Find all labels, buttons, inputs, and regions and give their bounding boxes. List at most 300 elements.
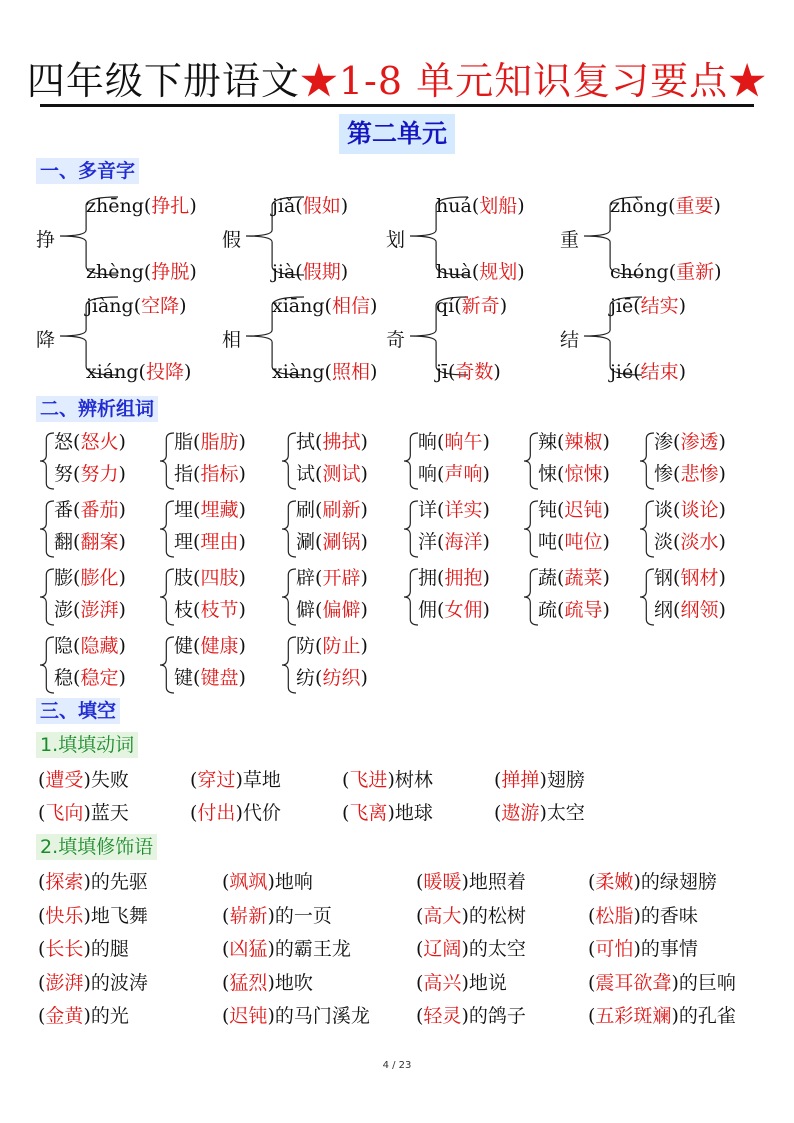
paren-open: (	[673, 567, 681, 589]
paren-close: )	[360, 463, 368, 485]
paren-close: )	[678, 295, 687, 317]
paren-open: (	[193, 431, 201, 453]
polyphone-char: 奇	[386, 329, 406, 351]
title-part-b: 1-8 单元知识复习要点	[338, 59, 729, 103]
paren-open: (	[143, 261, 152, 283]
reading-top	[272, 292, 377, 320]
pair-char: 响	[418, 463, 438, 485]
paren-open: (	[557, 463, 565, 485]
paren-open: (	[73, 567, 81, 589]
pair-line	[174, 460, 246, 488]
paren-close: )	[718, 499, 726, 521]
pair-line	[54, 632, 126, 660]
pair-line	[54, 596, 126, 624]
polyphone-char: 结	[560, 329, 580, 351]
paren-open: (	[494, 802, 502, 824]
pair-line	[174, 664, 246, 692]
pair-char: 理	[174, 531, 194, 553]
paren-open: (	[437, 567, 445, 589]
paren-close: )	[714, 261, 722, 283]
modifier-phrase	[588, 868, 717, 896]
paren-close: )	[238, 531, 246, 553]
pair-char: 淡	[654, 531, 674, 553]
pair-word: 翻案	[80, 531, 119, 553]
paren-open: (	[454, 295, 462, 317]
pair-line	[418, 596, 490, 624]
modifier-noun: 的腿	[90, 938, 129, 960]
pair-word: 蔬菜	[564, 567, 603, 589]
paren-open: (	[190, 769, 198, 791]
pair-char: 纺	[296, 667, 316, 689]
paren-open: (	[193, 599, 201, 621]
modifier-noun: 的一页	[274, 904, 332, 927]
paren-close: )	[360, 567, 368, 589]
polyphone-char: 划	[386, 229, 406, 251]
pair-char: 澎	[54, 599, 74, 621]
verb-phrase	[190, 766, 281, 794]
paren-open: (	[447, 361, 456, 383]
modifier-phrase	[222, 868, 313, 896]
brace-icon	[282, 500, 296, 558]
modifier-phrase	[38, 1002, 129, 1030]
paren-open: (	[73, 499, 81, 521]
modifier-answer: 柔嫩	[595, 871, 634, 893]
pair-char: 详	[418, 499, 438, 521]
paren-close: )	[238, 431, 246, 453]
paren-close: )	[183, 361, 192, 383]
pair-char: 肢	[174, 567, 194, 589]
paren-close: )	[267, 971, 275, 994]
pinyin: jié	[610, 361, 634, 383]
paren-close: )	[678, 361, 687, 383]
paren-open: (	[222, 971, 230, 994]
pair-word: 开辟	[322, 567, 361, 589]
modifier-answer: 高兴	[423, 971, 462, 994]
pair-line	[296, 632, 368, 660]
polyphone-char: 相	[222, 329, 242, 351]
page-title	[0, 58, 794, 104]
paren-open: (	[190, 802, 198, 824]
paren-close: )	[718, 599, 726, 621]
paren-close: )	[238, 499, 246, 521]
pair-char: 辣	[538, 431, 558, 453]
pair-char: 防	[296, 635, 316, 657]
paren-open: (	[471, 261, 480, 283]
paren-close: )	[267, 1005, 275, 1027]
pair-line	[54, 564, 126, 592]
pair-word: 指标	[200, 463, 239, 485]
modifier-noun: 的霸王龙	[274, 938, 351, 960]
pair-line	[418, 460, 490, 488]
pair-line	[296, 428, 368, 456]
word: 重新	[676, 261, 715, 283]
paren-close: )	[713, 195, 721, 217]
paren-open: (	[673, 463, 681, 485]
modifier-noun: 的先驱	[90, 871, 148, 893]
paren-close: )	[118, 431, 126, 453]
pair-line	[174, 596, 246, 624]
modifier-noun: 的鸽子	[468, 1005, 526, 1027]
pair-word: 防止	[322, 635, 361, 657]
paren-close: )	[602, 499, 610, 521]
pair-char: 佣	[418, 599, 438, 621]
brace-icon	[404, 568, 418, 626]
pair-line	[296, 496, 368, 524]
paren-close: )	[360, 431, 368, 453]
paren-close: )	[539, 769, 547, 791]
word: 新奇	[461, 295, 500, 317]
paren-open: (	[633, 361, 641, 383]
pair-word: 枝节	[200, 599, 239, 621]
pair-line	[174, 428, 246, 456]
paren-open: (	[437, 431, 445, 453]
pair-line	[538, 528, 610, 556]
pair-char: 吨	[538, 531, 558, 553]
paren-close: )	[83, 971, 91, 994]
verb-object: 代价	[242, 802, 281, 824]
modifier-answer: 迟钝	[229, 1005, 268, 1027]
verb-answer: 遭受	[45, 769, 84, 791]
pair-char: 膨	[54, 567, 74, 589]
pair-word: 辣椒	[564, 431, 603, 453]
paren-close: )	[718, 431, 726, 453]
modifier-phrase	[416, 969, 507, 997]
modifier-answer: 震耳欲聋	[595, 971, 672, 994]
pair-word: 淡水	[680, 531, 719, 553]
pair-char: 试	[296, 463, 316, 485]
modifier-noun: 的光	[90, 1005, 129, 1027]
verb-phrase	[494, 799, 585, 827]
modifier-phrase	[222, 1002, 370, 1030]
pair-char: 纲	[654, 599, 674, 621]
modifier-answer: 可怕	[595, 938, 634, 960]
paren-close: )	[461, 871, 469, 893]
paren-open: (	[315, 667, 323, 689]
paren-open: (	[416, 904, 424, 927]
paren-close: )	[517, 261, 525, 283]
paren-close: )	[718, 463, 726, 485]
modifier-noun: 的孔雀	[678, 1005, 736, 1027]
pair-char: 刷	[296, 499, 316, 521]
pair-word: 偏僻	[322, 599, 361, 621]
pinyin: jià	[272, 261, 296, 283]
pinyin: huà	[436, 261, 472, 283]
pair-line	[654, 428, 726, 456]
verb-phrase	[190, 799, 281, 827]
paren-close: )	[461, 938, 469, 960]
pair-char: 埋	[174, 499, 194, 521]
pair-char: 钢	[654, 567, 674, 589]
verb-phrase	[38, 799, 129, 827]
pair-char: 僻	[296, 599, 316, 621]
brace-icon	[524, 568, 538, 626]
paren-close: )	[235, 802, 243, 824]
word: 重要	[675, 195, 714, 217]
pair-char: 指	[174, 463, 194, 485]
paren-open: (	[193, 463, 201, 485]
paren-close: )	[369, 295, 378, 317]
pair-char: 枝	[174, 599, 194, 621]
paren-open: (	[437, 499, 445, 521]
paren-open: (	[588, 904, 596, 927]
paren-close: )	[340, 195, 349, 217]
pair-line	[174, 564, 246, 592]
modifier-answer: 澎湃	[45, 971, 84, 994]
modifier-noun: 的太空	[468, 938, 526, 960]
modifier-phrase	[588, 935, 698, 963]
paren-close: )	[83, 871, 91, 893]
verb-answer: 飞向	[45, 802, 84, 824]
paren-open: (	[588, 971, 596, 994]
verb-answer: 飞进	[349, 769, 388, 791]
paren-close: )	[118, 667, 126, 689]
paren-close: )	[360, 531, 368, 553]
paren-open: (	[38, 971, 46, 994]
pair-char: 脂	[174, 431, 194, 453]
pair-word: 刷新	[322, 499, 361, 521]
pair-char: 谈	[654, 499, 674, 521]
brace-icon	[640, 432, 654, 490]
polyphone-char: 重	[560, 229, 580, 251]
verb-object: 翅膀	[546, 769, 585, 791]
modifier-noun: 的波涛	[90, 971, 148, 994]
paren-open: (	[588, 938, 596, 960]
pair-line	[174, 632, 246, 660]
paren-close: )	[387, 769, 395, 791]
polyphone-char: 挣	[36, 229, 56, 251]
paren-open: (	[324, 361, 332, 383]
brace-icon	[160, 568, 174, 626]
modifier-answer: 飒飒	[229, 871, 268, 893]
verb-object: 草地	[242, 769, 281, 791]
paren-open: (	[38, 802, 46, 824]
pair-word: 隐藏	[80, 635, 119, 657]
pair-word: 膨化	[80, 567, 119, 589]
pair-char: 稳	[54, 667, 74, 689]
modifier-phrase	[222, 935, 351, 963]
pair-line	[296, 564, 368, 592]
brace-icon	[640, 568, 654, 626]
pair-char: 涮	[296, 531, 316, 553]
modifier-answer: 猛烈	[229, 971, 268, 994]
paren-open: (	[416, 1005, 424, 1027]
brace-icon	[40, 432, 54, 490]
paren-open: (	[673, 531, 681, 553]
modifier-phrase	[38, 902, 148, 930]
pair-line	[538, 460, 610, 488]
modifier-noun: 地飞舞	[90, 904, 148, 927]
paren-close: )	[482, 531, 490, 553]
brace-icon	[282, 636, 296, 694]
pair-word: 健康	[200, 635, 239, 657]
modifier-phrase	[38, 935, 129, 963]
pair-word: 纲领	[680, 599, 719, 621]
reading-bottom	[436, 258, 525, 286]
word: 结实	[640, 295, 679, 317]
pair-char: 钝	[538, 499, 558, 521]
modifier-answer: 凶猛	[229, 938, 268, 960]
verb-answer: 遨游	[501, 802, 540, 824]
verb-phrase	[342, 766, 433, 794]
paren-close: )	[267, 938, 275, 960]
paren-open: (	[471, 195, 480, 217]
paren-open: (	[193, 531, 201, 553]
reading-top	[436, 292, 507, 320]
paren-close: )	[238, 567, 246, 589]
paren-close: )	[189, 261, 197, 283]
pair-line	[418, 564, 490, 592]
paren-close: )	[360, 635, 368, 657]
paren-close: )	[189, 195, 197, 217]
modifier-noun: 地说	[468, 971, 507, 994]
pair-char: 疏	[538, 599, 558, 621]
pair-line	[174, 528, 246, 556]
modifier-phrase	[416, 935, 526, 963]
word: 空降	[141, 295, 180, 317]
modifier-phrase	[38, 868, 148, 896]
paren-close: )	[179, 295, 187, 317]
paren-close: )	[238, 463, 246, 485]
paren-close: )	[482, 431, 490, 453]
paren-open: (	[668, 195, 676, 217]
paren-close: )	[267, 904, 275, 927]
reading-bottom	[272, 358, 377, 386]
pinyin: jiàng	[86, 295, 134, 317]
pair-word: 稳定	[80, 667, 119, 689]
paren-open: (	[557, 567, 565, 589]
paren-open: (	[295, 195, 303, 217]
pinyin: xiàng	[272, 361, 325, 383]
paren-open: (	[315, 567, 323, 589]
modifier-noun: 的马门溪龙	[274, 1005, 370, 1027]
modifier-phrase	[588, 902, 698, 930]
pair-line	[654, 496, 726, 524]
verb-phrase	[38, 766, 129, 794]
pair-word: 怒火	[80, 431, 119, 453]
pinyin: zhēng	[86, 195, 144, 217]
verb-object: 蓝天	[90, 802, 129, 824]
word: 划船	[479, 195, 518, 217]
modifier-phrase	[416, 1002, 526, 1030]
paren-open: (	[324, 295, 332, 317]
paren-close: )	[602, 463, 610, 485]
pair-char: 拭	[296, 431, 316, 453]
pair-char: 隐	[54, 635, 74, 657]
paren-close: )	[461, 1005, 469, 1027]
modifier-answer: 崭新	[229, 904, 268, 927]
page-number: 4 / 23	[382, 1060, 412, 1071]
star-icon: ★	[299, 59, 339, 103]
paren-open: (	[193, 567, 201, 589]
pair-char: 翻	[54, 531, 74, 553]
paren-open: (	[222, 871, 230, 893]
pair-word: 迟钝	[564, 499, 603, 521]
pair-word: 理由	[200, 531, 239, 553]
brace-icon	[40, 500, 54, 558]
pair-line	[296, 460, 368, 488]
paren-open: (	[193, 635, 201, 657]
verb-object: 失败	[90, 769, 129, 791]
paren-open: (	[416, 971, 424, 994]
verb-answer: 付出	[197, 802, 236, 824]
paren-close: )	[671, 1005, 679, 1027]
reading-bottom	[610, 358, 686, 386]
paren-open: (	[557, 499, 565, 521]
pair-word: 测试	[322, 463, 361, 485]
paren-close: )	[118, 567, 126, 589]
brace-icon	[160, 500, 174, 558]
paren-close: )	[539, 802, 547, 824]
pair-word: 详实	[444, 499, 483, 521]
paren-open: (	[143, 195, 152, 217]
paren-close: )	[83, 938, 91, 960]
word: 投降	[145, 361, 184, 383]
paren-open: (	[222, 904, 230, 927]
verb-object: 树林	[394, 769, 433, 791]
modifier-answer: 快乐	[45, 904, 84, 927]
reading-top	[86, 292, 187, 320]
paren-open: (	[557, 531, 565, 553]
pair-char: 辟	[296, 567, 316, 589]
word: 结束	[640, 361, 679, 383]
modifier-noun: 地照着	[468, 871, 526, 893]
pinyin: huá	[436, 195, 472, 217]
modifier-noun: 的香味	[640, 904, 698, 927]
pair-line	[54, 428, 126, 456]
pair-line	[418, 496, 490, 524]
polyphone-char: 降	[36, 329, 56, 351]
paren-open: (	[437, 599, 445, 621]
paren-close: )	[238, 635, 246, 657]
paren-close: )	[267, 871, 275, 893]
paren-close: )	[482, 463, 490, 485]
brace-icon	[404, 500, 418, 558]
modifier-answer: 松脂	[595, 904, 634, 927]
paren-close: )	[461, 904, 469, 927]
pair-line	[538, 428, 610, 456]
pair-char: 努	[54, 463, 74, 485]
word: 假期	[302, 261, 341, 283]
pair-word: 谈论	[680, 499, 719, 521]
word: 挣扎	[151, 195, 190, 217]
paren-close: )	[387, 802, 395, 824]
paren-close: )	[517, 195, 525, 217]
word: 相信	[331, 295, 370, 317]
word: 假如	[302, 195, 341, 217]
paren-open: (	[73, 635, 81, 657]
word: 奇数	[455, 361, 494, 383]
paren-close: )	[671, 971, 679, 994]
brace-icon	[160, 636, 174, 694]
pair-word: 埋藏	[200, 499, 239, 521]
paren-close: )	[83, 802, 91, 824]
paren-close: )	[602, 531, 610, 553]
reading-bottom	[436, 358, 501, 386]
paren-close: )	[602, 431, 610, 453]
paren-open: (	[133, 295, 142, 317]
pair-word: 涮锅	[322, 531, 361, 553]
paren-open: (	[633, 295, 641, 317]
paren-open: (	[193, 667, 201, 689]
paren-open: (	[342, 802, 350, 824]
brace-icon	[160, 432, 174, 490]
pinyin: jiǎ	[272, 195, 296, 217]
modifier-phrase	[222, 902, 332, 930]
reading-top	[610, 192, 721, 220]
paren-open: (	[73, 431, 81, 453]
pinyin: qí	[436, 295, 455, 317]
paren-close: )	[499, 295, 508, 317]
